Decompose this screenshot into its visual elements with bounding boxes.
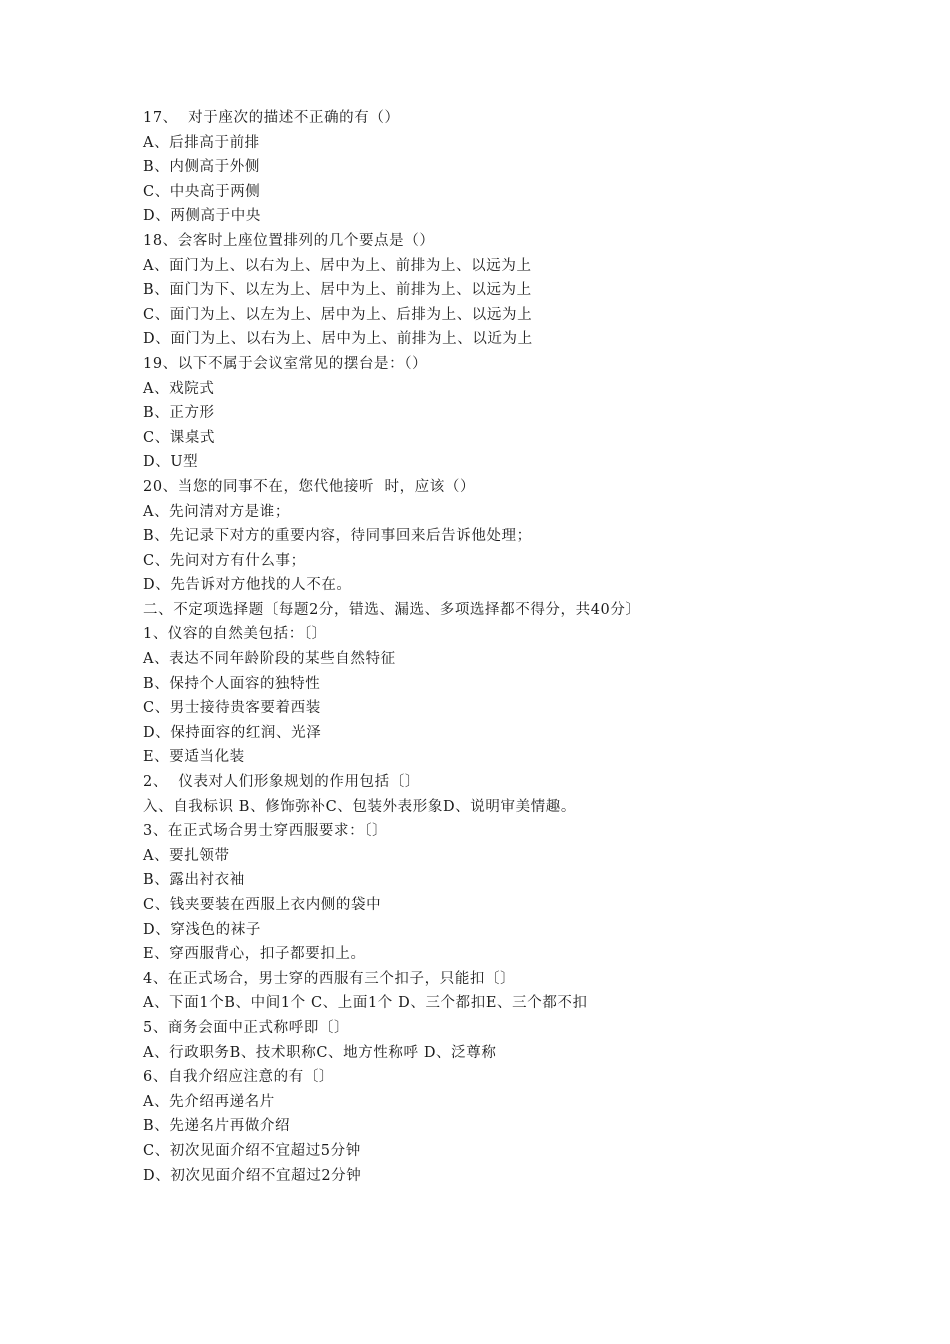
multi-question-3-option-e: E、穿西服背心，扣子都要扣上。	[143, 946, 366, 963]
question-19-stem: 19、以下不属于会议室常见的摆台是：（）	[143, 355, 428, 372]
multi-question-2-stem: 2、 仪表对人们形象规划的作用包括〔〕	[143, 774, 420, 791]
multi-question-6-option-d: D、初次见面介绍不宜超过2分钟	[143, 1167, 362, 1184]
question-18-option-d: D、面门为上、以右为上、居中为上、前排为上、以近为上	[143, 331, 533, 348]
question-19-option-c: C、课桌式	[143, 429, 216, 446]
question-20-option-b: B、先记录下对方的重要内容，待同事回来后告诉他处理；	[143, 528, 532, 545]
question-19-option-b: B、正方形	[143, 405, 215, 422]
question-17-option-a: A、后排高于前排	[143, 134, 260, 151]
question-19-option-a: A、戏院式	[143, 380, 215, 397]
multi-question-3-stem: 3、在正式场合男士穿西服要求：〔〕	[143, 823, 388, 840]
question-20-option-c: C、先问对方有什么事；	[143, 552, 306, 569]
multi-question-3-option-c: C、钱夹要装在西服上衣内侧的袋中	[143, 897, 382, 913]
multi-question-4-stem: 4、在正式场合，男士穿的西服有三个扣子，只能扣〔〕	[143, 970, 516, 987]
question-17-option-b: B、内侧高于外侧	[143, 159, 260, 176]
question-18-option-a: A、面门为上、以右为上、居中为上、前排为上、以远为上	[143, 257, 532, 274]
question-18-option-b: B、面门为下、以左为上、居中为上、前排为上、以远为上	[143, 282, 532, 299]
section-heading: 二、不定项选择题〔每题2分，错选、漏选、多项选择都不得分，共40分〕	[143, 601, 641, 618]
multi-question-3-option-a: A、要扎领带	[143, 847, 230, 864]
document-page	[143, 106, 903, 1188]
multi-question-6-option-a: A、先介绍再递名片	[143, 1093, 275, 1110]
multi-question-1-option-c: C、男士接待贵客要着西装	[143, 700, 321, 717]
multi-question-5-stem: 5、商务会面中正式称呼即〔〕	[143, 1019, 350, 1036]
multi-question-3-option-d: D、穿浅色的袜子	[143, 921, 261, 938]
multi-question-1-stem: 1、仪容的自然美包括：〔〕	[143, 626, 327, 643]
multi-question-3-option-b: B、露出衬衣袖	[143, 872, 245, 889]
question-20-option-a: A、先问清对方是谁；	[143, 503, 290, 520]
multi-question-6-option-c: C、初次见面介绍不宜超过5分钟	[143, 1142, 361, 1159]
question-17-option-d: D、两侧高于中央	[143, 208, 261, 225]
question-20-stem: 20、当您的同事不在，您代他接听 时，应该（）	[143, 478, 476, 495]
question-20-option-d: D、先告诉对方他找的人不在。	[143, 577, 352, 594]
question-17-stem: 17、 对于座次的描述不正确的有（）	[143, 110, 400, 126]
multi-question-1-option-e: E、要适当化装	[143, 749, 245, 766]
multi-question-5-options: A、行政职务B、技术职称C、地方性称呼 D、泛尊称	[143, 1044, 497, 1061]
multi-question-2-options: 入、自我标识 B、修饰弥补C、包装外表形象D、说明审美情趣。	[143, 798, 576, 815]
question-18-stem: 18、会客时上座位置排列的几个要点是（）	[143, 232, 435, 249]
question-18-option-c: C、面门为上、以左为上、居中为上、后排为上、以远为上	[143, 306, 533, 323]
multi-question-1-option-a: A、表达不同年龄阶段的某些自然特征	[143, 651, 396, 668]
multi-question-6-option-b: B、先递名片再做介绍	[143, 1118, 291, 1135]
question-17-option-c: C、中央高于两侧	[143, 183, 261, 200]
question-19-option-d: D、U型	[143, 454, 199, 471]
multi-question-1-option-b: B、保持个人面容的独特性	[143, 675, 321, 692]
multi-question-1-option-d: D、保持面容的红润、光泽	[143, 724, 322, 741]
multi-question-4-options: A、下面1个B、中间1个 C、上面1个 D、三个都扣E、三个都不扣	[143, 995, 588, 1012]
multi-question-6-stem: 6、自我介绍应注意的有〔〕	[143, 1069, 335, 1086]
